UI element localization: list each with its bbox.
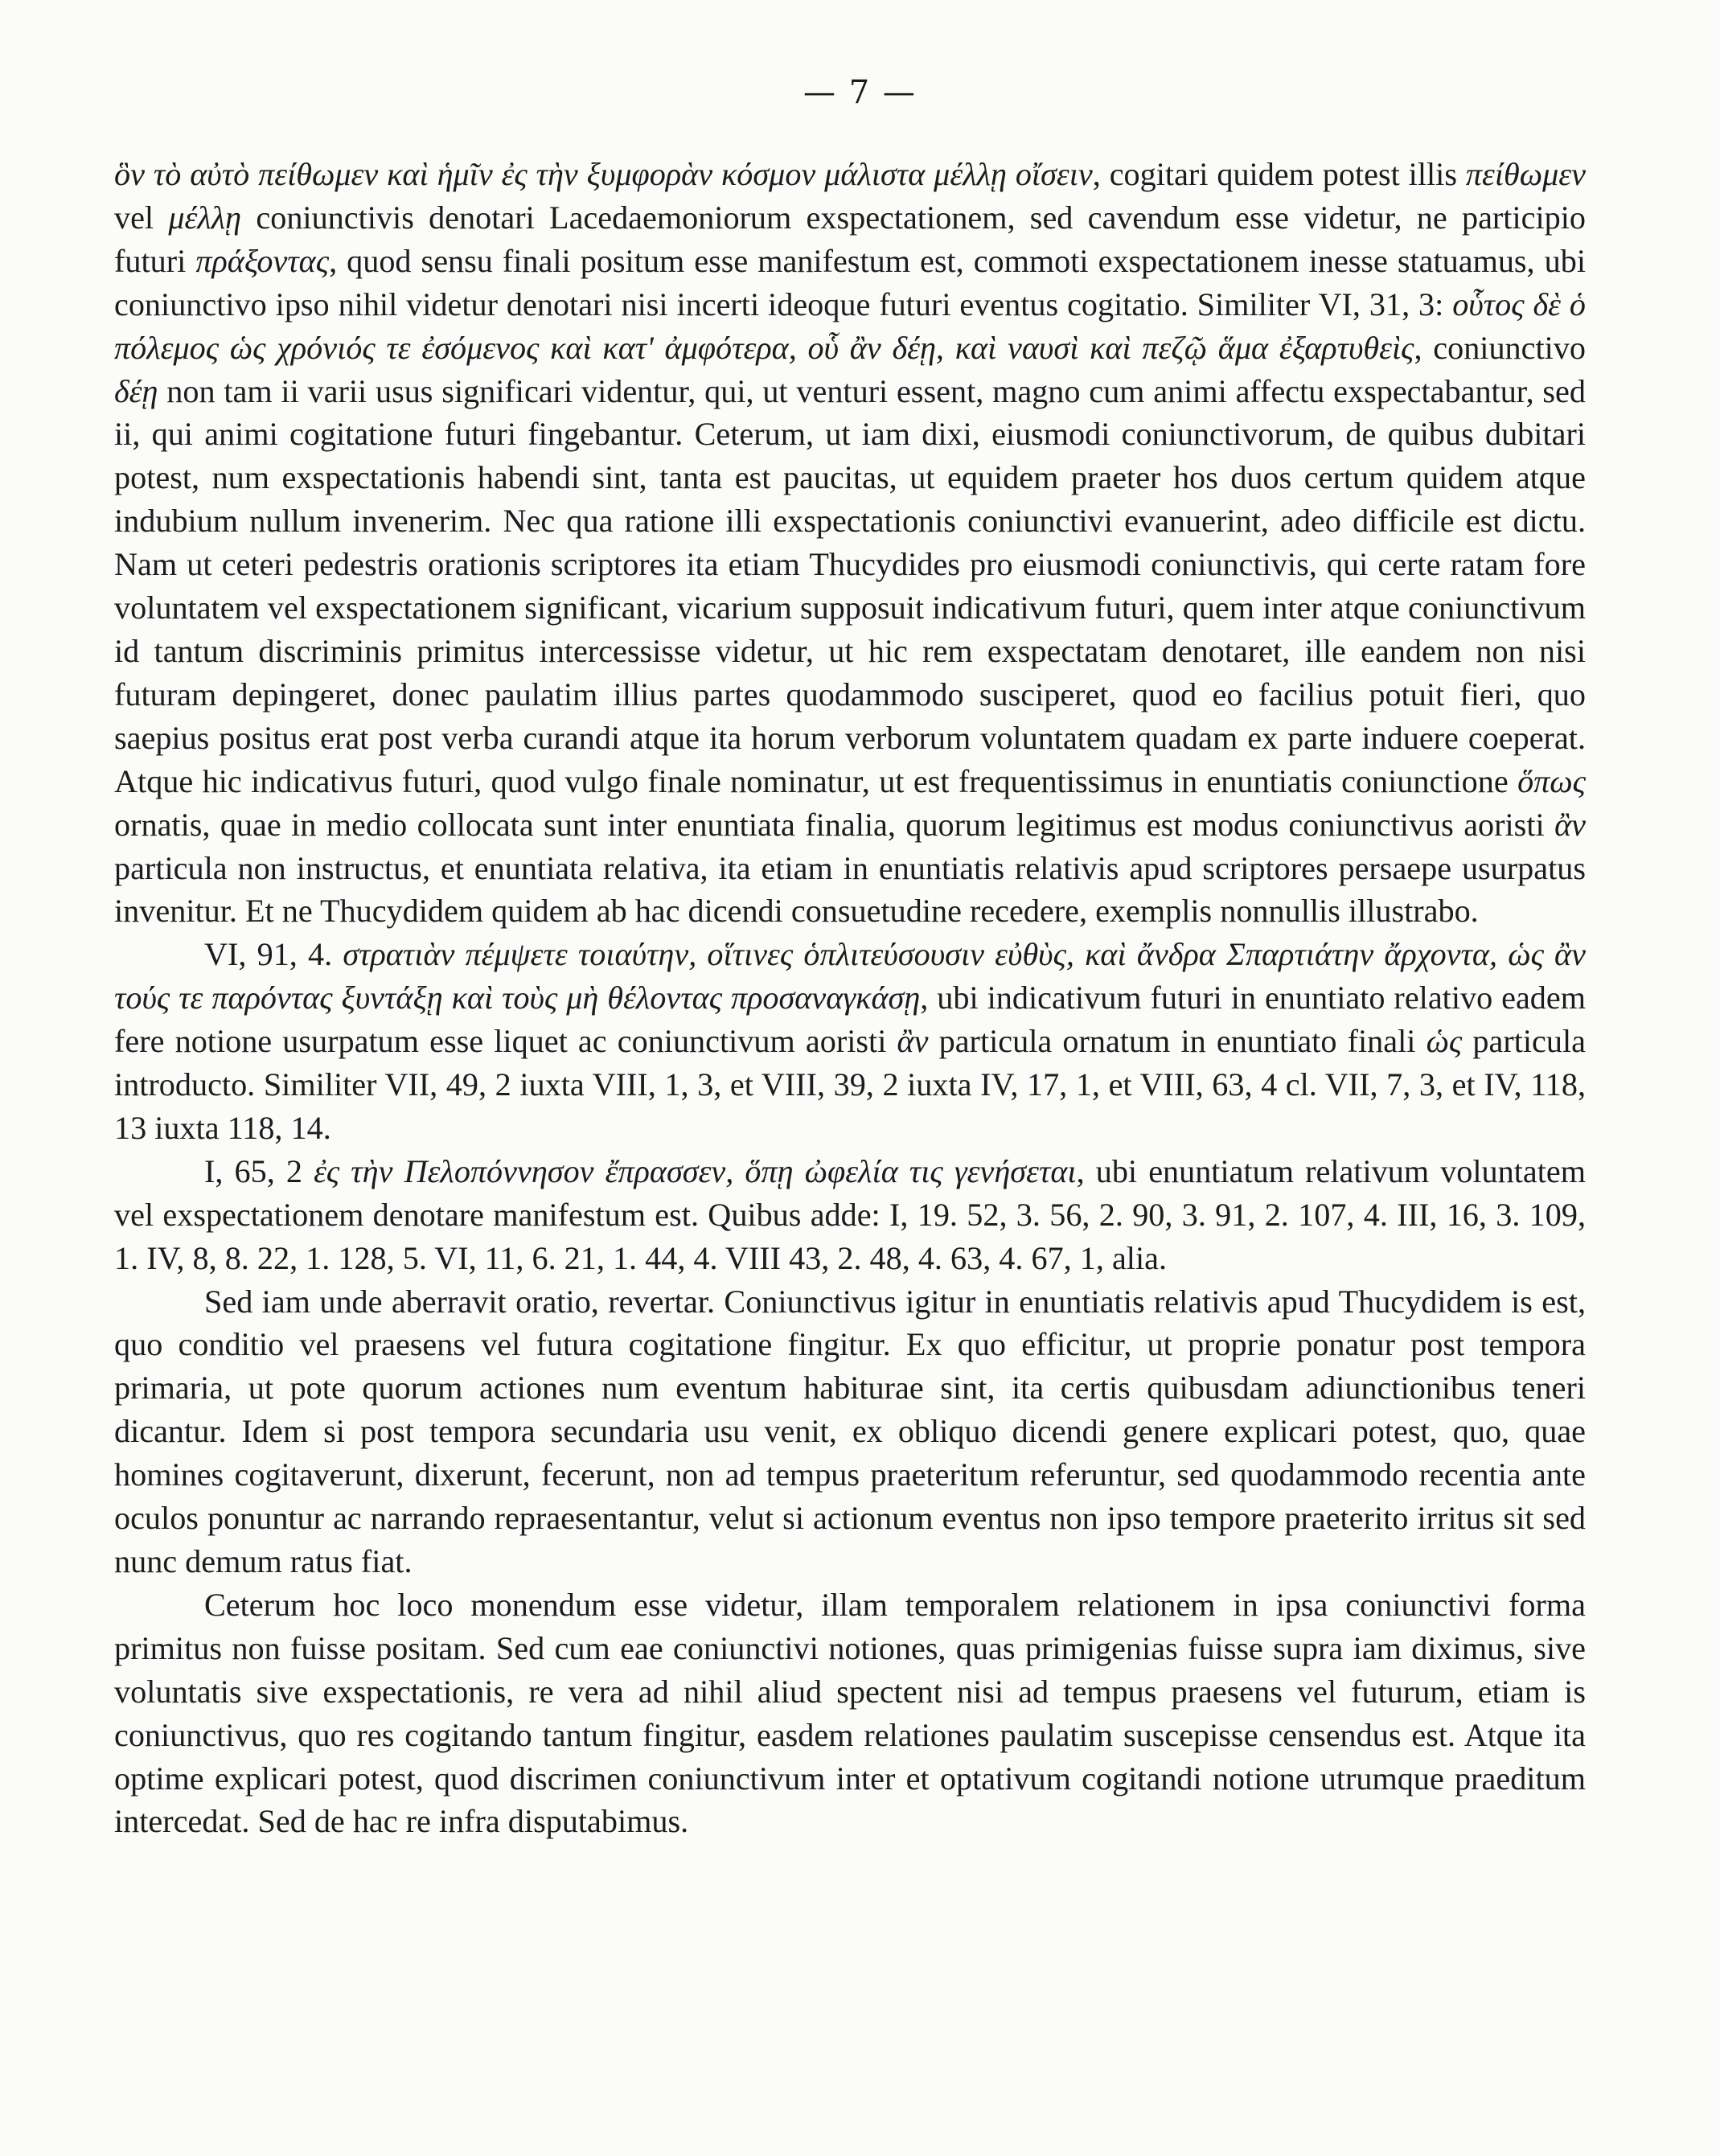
greek-quotation: μέλλῃ [168,199,242,236]
latin-text: I, 65, 2 [204,1152,314,1189]
greek-quotation: πράξοντας [195,242,330,279]
page-number: — 7 — [803,74,917,111]
paragraph [114,933,1586,1150]
latin-text: coniunctivis denotari Lacedaemoniorum exspectationem, sed cavendum esse videtur, ne participio futuri [114,199,1586,279]
paragraph [114,1150,1586,1280]
latin-text: , coniunctivo [1414,329,1587,366]
greek-quotation: δέῃ [114,372,158,409]
latin-text: , ubi indicativum futuri in enuntiato relativo eadem fere notione usurpatum esse liquet ac coniunctivum aoristi [114,979,1586,1060]
latin-text: , cogitari quidem potest illis [1092,156,1466,192]
latin-text: particula introducto. Similiter VII, 49, 2 iuxta VIII, 1, 3, et VIII, 39, 2 iuxta IV, 17, 1, et VIII, 63, 4 cl. VII, 7, 3, et IV, 118, 13 iuxta 118, 14. [114,1023,1586,1146]
greek-quotation: ὡς [1426,1023,1463,1060]
greek-quotation: ὃν τὸ αὐτὸ πείθωμεν καὶ ἡμῖν ἐς τὴν ξυμφορὰν κόσμον μάλιστα μέλλῃ οἴσειν [114,156,1093,192]
paragraph [114,153,1586,933]
latin-text: vel [114,199,169,236]
paragraph [114,1280,1586,1583]
latin-text: particula ornatum in enuntiato finali [928,1023,1426,1060]
latin-text: ornatis, quae in medio collocata sunt inter enuntiata finalia, quorum legitimus est modus coniunctivus aoristi [114,806,1555,843]
greek-quotation: ἂν [897,1023,929,1060]
greek-quotation: πείθωμεν [1465,156,1586,192]
latin-text: Ceterum hoc loco monendum esse videtur, illam temporalem relationem in ipsa coniunctivi forma primitus non fuisse positam. Sed cum eae coniunctivi notiones, quas primigenias fuisse supra iam diximus, sive voluntatis sive exspectationis, re vera ad nihil aliud spectent nisi ad tempus praesens vel futurum, etiam is coniunctivus, quo res cogitando tantum fingitur, easdem relationes paulatim suscepisse censendus est. Atque ita optime explicari potest, quod discrimen coniunctivum inter et optativum cogitandi notione utrumque praeditum intercedat. Sed de hac re infra disputabimus. [114,1586,1586,1840]
latin-text: Sed iam unde aberravit oratio, revertar. Coniunctivus igitur in enuntiatis relativis apud Thucydidem is est, quo conditio vel praesens vel futura cogitatione fingitur. Ex quo efficitur, ut proprie ponatur post tempora primaria, ut pote quorum actiones num eventum habiturae sint, ita certis quibusdam adiunctionibus teneri dicantur. Idem si post tempora secundaria usu venit, ex obliquo dicendi genere explicari potest, quo, quae homines cogitaverunt, dixerunt, fecerunt, non ad tempus praeteritum referuntur, sed quodammodo recentia ante oculos ponuntur ac narrando repraesentantur, velut si actionum eventus non ipso tempore praeterito irritus sit sed nunc demum ratus fiat. [114,1283,1586,1579]
paragraph [114,1583,1586,1843]
greek-quotation: ἂν [1554,806,1586,843]
greek-quotation: ὅπως [1517,762,1586,799]
body-text [114,153,1586,1843]
greek-quotation: στρατιὰν πέμψετε τοιαύτην, οἵτινες ὁπλιτεύσουσιν εὐθὺς, καὶ ἄνδρα Σπαρτιάτην ἄρχοντα, ὡς ἂν τούς τε παρόντας ξυντάξῃ καὶ τοὺς μὴ θέλοντας προσαναγκάσῃ [114,936,1586,1016]
latin-text: non tam ii varii usus significari videntur, qui, ut venturi essent, magno cum animi affectu exspectabantur, sed ii, qui animi cogitatione futuri fingebantur. Ceterum, ut iam dixi, eiusmodi coniunctivorum, de quibus dubitari potest, num exspectationis habendi sint, tanta est paucitas, ut equidem praeter hos duos certum quidem atque indubium nullum invenerim. Nec qua ratione illi exspectationis coniunctivi evanuerint, adeo difficile est dictu. Nam ut ceteri pedestris orationis scriptores ita etiam Thucydides pro eiusmodi coniunctivis, qui certe ratam fore voluntatem vel exspectationem significant, vicarium supposuit indicativum futuri, quem inter atque coniunctivum id tantum discriminis primitus intercessisse videtur, ut hic rem exspectatam denotaret, ille eandem non nisi futuram depingeret, donec paulatim illius partes quodammodo susciperet, quod eo facilius potuit fieri, quo saepius positus erat post verba curandi atque ita horum verborum voluntatem quadam ex parte induere coeperat. Atque hic indicativus futuri, quod vulgo finale nominatur, ut est frequentissimus in enuntiatis coniunctione [114,372,1586,799]
latin-text: , ubi enuntiatum relativum voluntatem vel exspectationem denotare manifestum est. Quibus adde: I, 19. 52, 3. 56, 2. 90, 3. 91, 2. 107, 4. III, 16, 3. 109, 1. IV, 8, 8. 22, 1. 128, 5. VI, 11, 6. 21, 1. 44, 4. VIII 43, 2. 48, 4. 63, 4. 67, 1, alia. [114,1152,1586,1276]
greek-quotation: οὗτος δὲ ὁ πόλεμος ὡς χρόνιός τε ἐσόμενος καὶ κατ' ἀμφότερα, οὗ ἂν δέῃ, καὶ ναυσὶ καὶ πεζῷ ἅμα ἐξαρτυθεὶς [114,285,1586,366]
greek-quotation: ἐς τὴν Πελοπόννησον ἔπρασσεν, ὅπῃ ὠφελία τις γενήσεται [314,1152,1077,1189]
latin-text: particula non instructus, et enuntiata relativa, ita etiam in enuntiatis relativis apud scriptores persaepe usurpatus invenitur. Et ne Thucydidem quidem ab hac dicendi consuetudine recedere, exemplis nonnullis illustrabo. [114,849,1586,930]
latin-text: , quod sensu finali positum esse manifestum est, commoti exspectationem inesse statuamus, ubi coniunctivo ipso nihil videtur denotari nisi incerti ideoque futuri eventus cogitatio. Similiter VI, 31, 3: [114,242,1586,322]
latin-text: VI, 91, 4. [204,936,343,973]
